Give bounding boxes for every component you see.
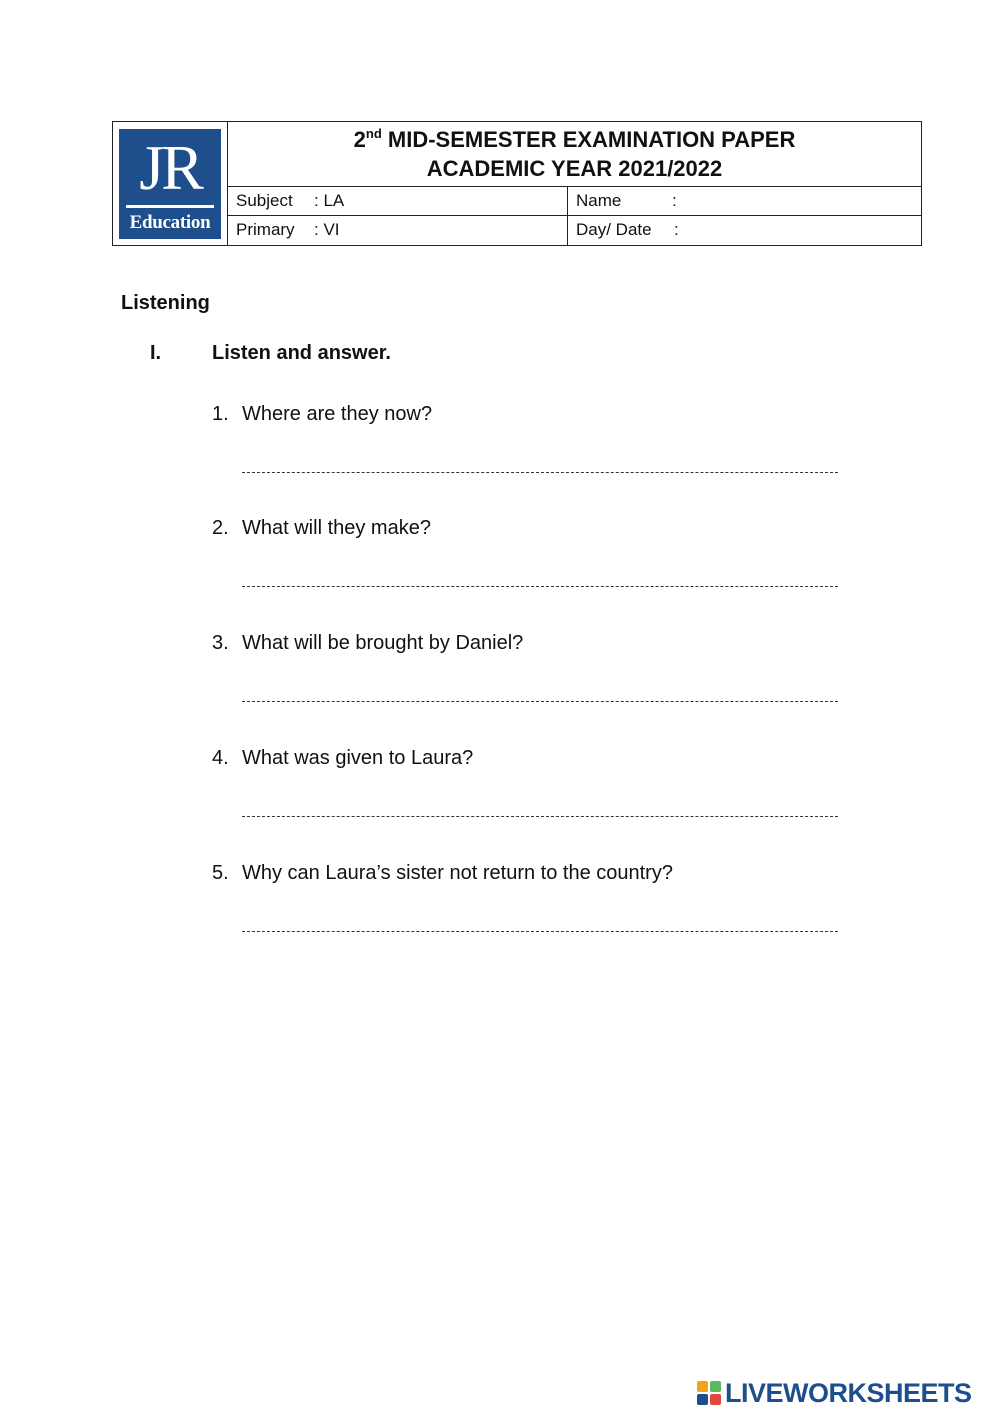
answer-line-4[interactable] [242, 816, 838, 817]
question-number: 2. [212, 517, 229, 539]
question-number: 1. [212, 403, 229, 425]
question-text: What will they make? [242, 517, 431, 539]
question-number: 3. [212, 632, 229, 654]
primary-value: : VI [314, 220, 340, 240]
question-text: Why can Laura’s sister not return to the country? [242, 862, 673, 884]
date-label: Day/ Date [576, 220, 652, 240]
question-5 [212, 862, 673, 885]
answer-line-3[interactable] [242, 701, 838, 702]
name-value: : [672, 190, 677, 210]
liveworksheets-logo-icon [697, 1381, 721, 1405]
date-cell[interactable] [568, 216, 921, 245]
question-number: 5. [212, 862, 229, 884]
exam-header [112, 121, 922, 246]
logo-mark: JR [126, 135, 214, 208]
subject-label: Subject [236, 190, 293, 210]
question-2 [212, 517, 431, 540]
question-number: 4. [212, 747, 229, 769]
primary-label: Primary [236, 220, 295, 240]
brand-text: LIVEWORKSHEETS [725, 1377, 972, 1408]
title-line-1 [228, 125, 921, 154]
logo-subtitle: Education [129, 212, 211, 233]
primary-cell [228, 216, 568, 245]
question-text: Where are they now? [242, 403, 433, 425]
question-text: What will be brought by Daniel? [242, 632, 524, 654]
question-4 [212, 747, 473, 770]
exam-title [228, 122, 921, 187]
header-row-1 [228, 187, 921, 217]
date-value: : [674, 220, 679, 240]
part-title: Listen and answer. [212, 342, 391, 364]
subject-value: : LA [314, 190, 345, 210]
section-title: Listening [121, 292, 210, 314]
header-info [228, 122, 921, 245]
question-3 [212, 632, 523, 655]
answer-line-2[interactable] [242, 586, 838, 587]
jr-education-logo [119, 129, 221, 239]
logo-cell [113, 122, 228, 245]
question-1 [212, 403, 432, 426]
title-superscript: nd [365, 126, 382, 141]
title-line-2: ACADEMIC YEAR 2021/2022 [426, 156, 723, 181]
subject-cell [228, 187, 568, 216]
title-prefix: 2 [353, 127, 366, 152]
answer-line-1[interactable] [242, 472, 838, 473]
title-rest: MID-SEMESTER EXAMINATION PAPER [381, 127, 796, 152]
question-text: What was given to Laura? [242, 747, 474, 769]
part-number: I. [150, 342, 162, 364]
name-cell[interactable] [568, 187, 921, 216]
answer-line-5[interactable] [242, 931, 838, 932]
name-label: Name [576, 190, 622, 210]
liveworksheets-brand[interactable] [697, 1376, 972, 1410]
header-row-2 [228, 216, 921, 245]
